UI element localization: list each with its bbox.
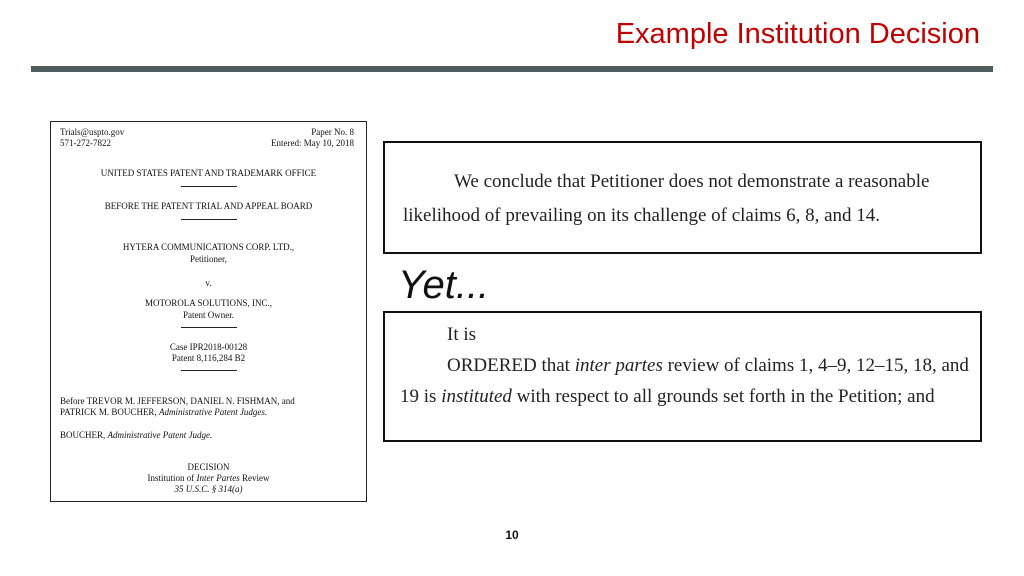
title-divider [31, 66, 993, 72]
order-line2: ORDERED that inter partes review of claims 1, 4–9, 12–15, 18, and [447, 355, 969, 376]
slide-title: Example Institution Decision [615, 18, 980, 50]
doc-panel-line1: Before TREVOR M. JEFFERSON, DANIEL N. FISHMAN, and [60, 396, 295, 406]
yet-label: Yet... [398, 263, 490, 307]
doc-versus: v. [205, 278, 212, 288]
page-number: 10 [505, 528, 519, 542]
conclusion-quote [383, 141, 982, 254]
doc-rule [181, 370, 237, 371]
doc-panel-line2: PATRICK M. BOUCHER, Administrative Patent Judges. [60, 407, 268, 417]
doc-phone: 571-272-7822 [60, 138, 111, 148]
doc-author: BOUCHER, Administrative Patent Judge. [60, 430, 213, 440]
doc-rule [181, 327, 237, 328]
order-line1: It is [447, 324, 477, 345]
doc-board: BEFORE THE PATENT TRIAL AND APPEAL BOARD [104, 201, 313, 211]
doc-petitioner-role: Petitioner, [190, 254, 227, 264]
doc-entered-date: Entered: May 10, 2018 [271, 138, 354, 148]
doc-decision-heading: DECISION [187, 462, 230, 472]
doc-office: UNITED STATES PATENT AND TRADEMARK OFFICE [100, 168, 317, 178]
doc-owner-role: Patent Owner. [183, 310, 234, 320]
doc-statute: 35 U.S.C. § 314(a) [174, 484, 243, 494]
doc-case-number: Case IPR2018-00128 [169, 342, 248, 352]
order-quote [383, 311, 982, 442]
doc-patent-number: Patent 8,116,284 B2 [171, 353, 246, 363]
doc-petitioner-name: HYTERA COMMUNICATIONS CORP. LTD., [122, 242, 295, 252]
conclusion-line2: likelihood of prevailing on its challenge of claims 6, 8, and 14. [403, 205, 881, 226]
doc-rule [181, 219, 237, 220]
doc-rule [181, 186, 237, 187]
doc-owner-name: MOTOROLA SOLUTIONS, INC., [144, 298, 273, 308]
doc-decision-subtitle: Institution of Inter Partes Review [147, 473, 270, 483]
order-line3: 19 is instituted with respect to all grounds set forth in the Petition; and [400, 386, 935, 407]
decision-document [50, 121, 367, 502]
conclusion-line1: We conclude that Petitioner does not demonstrate a reasonable [454, 171, 930, 192]
doc-email: Trials@uspto.gov [60, 127, 125, 137]
doc-paper-number: Paper No. 8 [311, 127, 354, 137]
